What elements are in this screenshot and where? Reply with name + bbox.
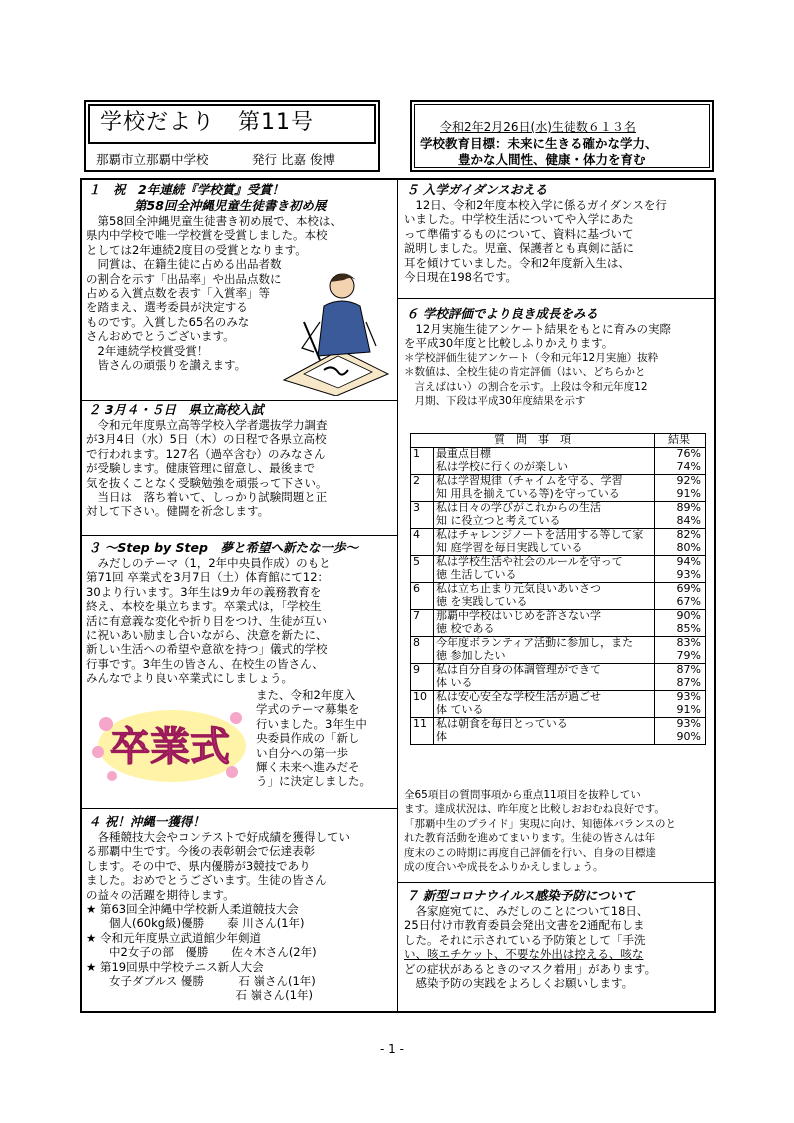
school-goal-line1: 学校教育目標：未来に生きる確かな学力、 (420, 136, 658, 151)
row-number: 6 (411, 583, 434, 610)
question-line: 知 用具を揃えている等)を守っている (436, 486, 620, 500)
text-line: って準備するものについて、資料に基づいて (404, 226, 634, 241)
section5-heading: ５ 入学ガイダンスおえる (406, 182, 548, 197)
question-line: 私は日々の学びがこれからの生活 (436, 501, 601, 514)
section2-body (86, 418, 328, 519)
text-line: 30より行います。3年生は9カ年の義務教育を (86, 584, 322, 599)
result-previous: 84% (676, 513, 701, 527)
school-goal-line2: 豊かな人間性、健康・体力を育む (458, 152, 646, 167)
text-line: 央委員作成の「新し (256, 731, 360, 746)
result-previous: 80% (676, 540, 701, 554)
section4-heading: ４ 祝！沖縄一獲得！ (88, 814, 205, 829)
text-line: 学式のテーマ募集を (256, 702, 360, 717)
question-line: 徳 校である (436, 621, 495, 635)
text-line: 第58回全沖縄児童生徒書き初め展で、本校は、 (86, 214, 342, 228)
section5-body (404, 198, 667, 284)
note-line: ＊数値は、全校生徒の肯定評価（はい、どちらかと (404, 366, 646, 379)
row-number: 8 (411, 637, 434, 664)
text-line: した。それに示されている予防策として「手洗 (404, 932, 646, 947)
question-line: 知 に役立つと考えている (436, 513, 561, 527)
text-line: みんなでより良い卒業式にしましょう。 (86, 671, 293, 686)
survey-results-table (410, 433, 706, 745)
question-line: 体 ている (436, 702, 484, 716)
award-line: 石 嶺さん(1年) (86, 988, 313, 1003)
question-line: 今年度ボランティア活動に参加し，また (436, 636, 634, 649)
text-line: れた教育活動を進めてまいります。生徒の皆さんは年 (404, 832, 656, 845)
result-cell (655, 475, 706, 502)
question-line: 那覇中学校はいじめを許さない学 (436, 609, 601, 622)
row-number: 10 (411, 691, 434, 718)
result-current: 69% (676, 582, 701, 595)
text-line: 当日は 落ち着いて、しっかり試験問題と正 (86, 490, 328, 505)
section1-subheading: 第58回全沖縄児童生徒書き初め展 (134, 198, 327, 213)
text-line: ものです。入賞した65名のみな (86, 314, 250, 329)
question-cell (434, 556, 655, 583)
text-line: に祝いあい励まし合いながら、決意を新たに、 (86, 628, 328, 643)
question-line: 体 (436, 729, 447, 743)
school-name: 那覇市立那覇中学校 (96, 152, 209, 167)
text-line: 全65項目の質問事項から重点11項目を抜粋してい (404, 789, 641, 801)
table-row (411, 664, 706, 691)
section3-body-right (256, 688, 371, 789)
question-line: 私は立ち止まり元気良いあいさつ (436, 582, 601, 595)
text-line: いました。中学校生活についてや入学にあた (404, 212, 634, 227)
section4-body (86, 830, 350, 1003)
calligraphy-student-illustration (280, 262, 392, 396)
row-number: 1 (411, 448, 434, 475)
question-line: 最重点目標 (436, 447, 491, 460)
award-line: ★ 第19回県中学校テニス新人大会 (86, 959, 264, 974)
table-row (411, 637, 706, 664)
publisher: 発行 比嘉 俊博 (252, 152, 335, 167)
question-cell (434, 529, 655, 556)
note-line: ＊学校評価生徒アンケート（令和元年12月実施）抜粋 (404, 351, 659, 364)
result-current: 87% (676, 663, 701, 676)
text-line: 12日、令和2年度本校入学に係るガイダンスを行 (404, 198, 667, 212)
section-rule (82, 400, 397, 401)
table-row (411, 475, 706, 502)
text-line: 皆さんの頑張りを讃えます。 (86, 358, 247, 373)
section-rule (398, 882, 714, 883)
row-number: 5 (411, 556, 434, 583)
section6-after (404, 788, 676, 874)
note-line: 月期、下段は平成30年度結果を示す (404, 395, 586, 408)
row-number: 2 (411, 475, 434, 502)
table-row (411, 529, 706, 556)
column-divider (397, 180, 398, 1011)
text-line: さんおめでとうございます。 (86, 329, 235, 344)
result-cell (655, 691, 706, 718)
text-line: みだしのテーマ（1，2年中央員作成）のもと (86, 556, 331, 570)
result-current: 92% (676, 474, 701, 487)
text-line: の益々の活躍を期待します。 (86, 887, 235, 902)
section7-heading: ７ 新型コロナウイルス感染予防について (406, 888, 635, 903)
row-number: 7 (411, 610, 434, 637)
result-previous: 79% (676, 648, 701, 662)
result-previous: 90% (676, 729, 701, 743)
section1-heading: １ 祝 2年連続『学校賞』受賞！ (88, 182, 285, 197)
row-number: 9 (411, 664, 434, 691)
result-current: 89% (676, 501, 701, 514)
question-line: 私はチャレンジノートを活用する等して家 (436, 528, 644, 541)
table-header-result: 結果 (655, 434, 706, 448)
question-cell (434, 448, 655, 475)
row-number: 3 (411, 502, 434, 529)
text-line: う」に決定しました。 (256, 774, 371, 789)
text-line: ます。達成状況は、昨年度と比較しおおむね良好です。 (404, 803, 665, 816)
question-cell (434, 664, 655, 691)
result-current: 82% (676, 528, 701, 541)
text-line: を平成30年度と比較しふりかえります。 (404, 336, 614, 351)
section3-heading: ３ ～Step by Step 夢と希望へ新たな一歩～ (88, 540, 358, 555)
question-line: 徳 生活している (436, 567, 517, 581)
result-previous: 87% (676, 675, 701, 689)
text-line: を踏まえ、選考委員が決定する (86, 300, 248, 315)
result-cell (655, 637, 706, 664)
section-rule (82, 535, 397, 536)
text-line: 終え、本校を巣立ちます。卒業式は，「学校生 (86, 599, 322, 614)
text-line: い自分への第一歩 (256, 745, 348, 760)
text-line: 新しい生活への希望や意欲を持つ」儀式的学校 (86, 642, 328, 657)
text-line: 対して下さい。健闘を祈念します。 (86, 504, 270, 519)
question-line: 私は朝食を毎日とっている (436, 717, 568, 730)
result-previous: 93% (676, 567, 701, 581)
question-line: 体 いる (436, 675, 473, 689)
result-previous: 91% (676, 702, 701, 716)
question-line: 知 庭学習を毎日実践している (436, 540, 583, 554)
section3-body (86, 556, 331, 686)
text-line: 25日付け市教育委員会発出文書を2通配布しま (404, 918, 645, 933)
question-cell (434, 718, 655, 745)
result-previous: 91% (676, 486, 701, 500)
text-line: 輝く未来へ進みだそ (256, 760, 360, 775)
question-line: 私は安心安全な学校生活が過ごせ (436, 690, 601, 703)
text-line: 行事です。3年生の皆さん、在校生の皆さん、 (86, 656, 324, 671)
text-line: 第71回 卒業式を3月7日（土）体育館にて12： (86, 570, 330, 585)
newsletter-title: 学校だより 第11号 (100, 110, 314, 135)
text-line: 同賞は、在籍生徒に占める出品者数 (86, 257, 282, 272)
text-line: の割合を示す「出品率」や出品点数に (86, 271, 282, 286)
table-row (411, 502, 706, 529)
result-current: 90% (676, 609, 701, 622)
text-line: 占める入賞点数を表す「入賞率」等 (86, 286, 270, 301)
award-line: 個人(60kg級)優勝 泰 川さん(1年) (86, 916, 305, 931)
result-cell (655, 718, 706, 745)
text-line: 県内中学校で唯一学校賞を受賞しました。本校 (86, 228, 328, 243)
text-line: また、令和2年度入 (256, 688, 356, 702)
text-line: としては2年連続2度目の受賞となります。 (86, 242, 307, 257)
text-line: が3月4日（水）5日（木）の日程で各県立高校 (86, 432, 327, 447)
table-row (411, 556, 706, 583)
text-line: 行いました。3年生中 (256, 716, 367, 731)
graduation-badge-illustration (86, 694, 250, 790)
table-row (411, 691, 706, 718)
section2-heading: ２ 3月４・５日 県立高校入試 (88, 402, 264, 417)
graduation-badge-text: 卒業式 (110, 724, 230, 770)
text-line: 活に有意義な変化や折り目をつけ、生徒が互い (86, 613, 328, 628)
text-line: が受験します。健康管理に留意し、最後まで (86, 461, 316, 476)
section-rule (82, 808, 397, 809)
section-rule (398, 298, 714, 299)
result-previous: 85% (676, 621, 701, 635)
result-current: 83% (676, 636, 701, 649)
text-line: ました。おめでとうございます。生徒の皆さん (86, 873, 327, 888)
award-line: ★ 令和元年度県立武道館少年剣道 (86, 930, 261, 945)
text-line: 感染予防の実践をよろしくお願いします。 (404, 976, 634, 991)
text-line: い、咳エチケット、不要な外出は控える、咳な (404, 947, 644, 962)
section6-body (404, 322, 671, 408)
result-current: 76% (676, 447, 701, 460)
result-previous: 67% (676, 594, 701, 608)
award-line: 中2女子の部 優勝 佐々木さん(2年) (86, 945, 317, 960)
table-row (411, 448, 706, 475)
issue-date: 令和2年2月26日(水)生徒数６１３名 (440, 120, 636, 134)
award-line: 女子ダブルス 優勝 石 嶺さん(1年) (86, 974, 316, 989)
result-previous: 74% (676, 459, 701, 473)
text-line: 気を抜くことなく受験勉強を頑張って下さい。 (86, 475, 328, 490)
row-number: 4 (411, 529, 434, 556)
row-number: 11 (411, 718, 434, 745)
text-line: 今日現在198名です。 (404, 270, 518, 285)
table-row (411, 583, 706, 610)
section7-body (404, 904, 656, 990)
result-cell (655, 448, 706, 475)
text-line: 「那覇中生のプライド」実現に向け、知徳体バランスのと (404, 817, 676, 830)
question-cell (434, 691, 655, 718)
page-number: - 1 - (380, 1042, 404, 1056)
text-line: る那覇中生です。今後の表彰朝会で伝達表彰 (86, 844, 316, 859)
result-current: 93% (676, 717, 701, 730)
text-line: 2年連続学校賞受賞！ (86, 343, 209, 358)
table-row (411, 718, 706, 745)
question-cell (434, 610, 655, 637)
question-line: 私は学習規律（チャイムを守る、学習 (436, 474, 623, 487)
question-cell (434, 637, 655, 664)
question-cell (434, 583, 655, 610)
award-line: ★ 第63回全沖縄中学校新人柔道競技大会 (86, 902, 299, 917)
table-header-question: 質 問 事 項 (411, 434, 655, 448)
result-cell (655, 610, 706, 637)
text-line: 成の度合いや成長をふりかえしましょう。 (404, 861, 604, 874)
table-row (411, 610, 706, 637)
text-line: どの症状があるときのマスク着用」があります。 (404, 961, 657, 976)
text-line: 各種競技大会やコンテストで好成績を獲得してい (86, 830, 351, 844)
question-line: 徳 を実践している (436, 594, 528, 608)
result-cell (655, 583, 706, 610)
result-cell (655, 529, 706, 556)
text-line: します。その中で、県内優勝が3競技であり (86, 858, 311, 873)
question-line: 徳 参加したい (436, 648, 506, 662)
result-cell (655, 502, 706, 529)
question-line: 私は自分自身の体調管理ができて (436, 663, 601, 676)
table-header-row (411, 434, 706, 448)
text-line: 耳を傾けていました。令和2年度新入生は、 (404, 255, 630, 270)
text-line: 説明しました。児童、保護者とも真剣に話に (404, 241, 634, 256)
result-cell (655, 556, 706, 583)
question-cell (434, 475, 655, 502)
note-line: 言えばはい）の割合を示す。上段は令和元年度12 (404, 380, 648, 393)
question-cell (434, 502, 655, 529)
text-line: 各家庭宛てに、みだしのことについて18日、 (404, 904, 649, 918)
result-current: 94% (676, 555, 701, 568)
result-cell (655, 664, 706, 691)
text-line: で行われます。127名（過卒含む）のみなさん (86, 446, 326, 461)
question-line: 私は学校生活や社会のルールを守って (436, 555, 623, 568)
section6-heading: ６ 学校評価でより良き成長をみる (406, 306, 598, 321)
result-current: 93% (676, 690, 701, 703)
text-line: 令和元年度県立高等学校入学者選抜学力調査 (86, 418, 328, 432)
text-line: 度末のこの時期に再度自己評価を行い、自身の目標達 (404, 846, 656, 859)
question-line: 私は学校に行くのが楽しい (436, 459, 568, 473)
text-line: 12月実施生徒アンケート結果をもとに育みの実際 (404, 322, 671, 336)
